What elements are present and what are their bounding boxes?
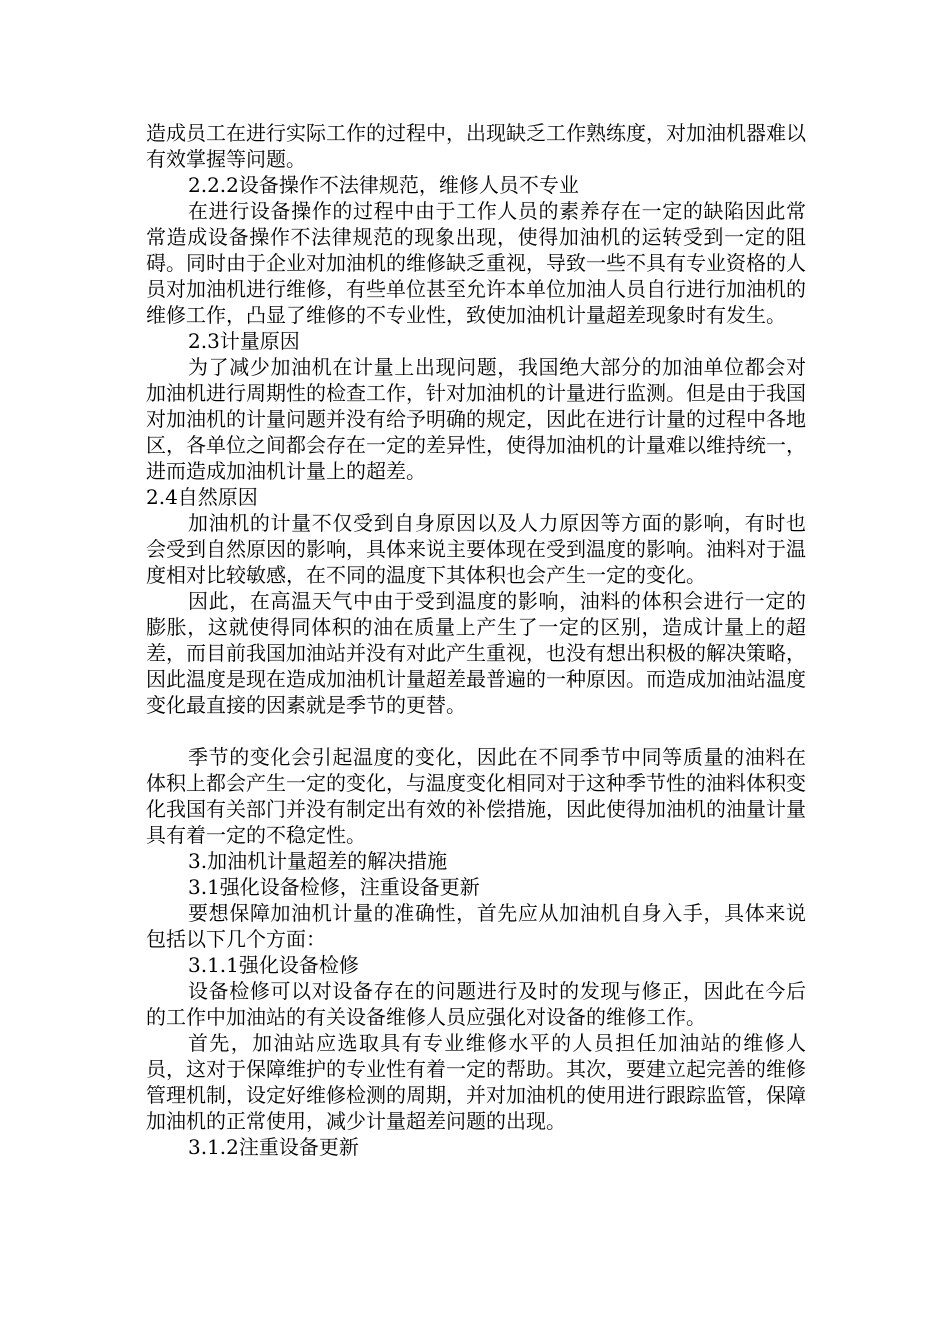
- heading-2-3: 2.3计量原因: [188, 329, 300, 353]
- paragraph: 设备检修可以对设备存在的问题进行及时的发现与修正，因此在今后的工作中加油站的有关设备维修人员应强化对设备的维修工作。: [146, 979, 806, 1029]
- paragraph: 首先，加油站应选取具有专业维修水平的人员担任加油站的维修人员，这对于保障维护的专业性有着一定的帮助。其次，要建立起完善的维修管理机制，设定好维修检测的周期，并对加油机的使用进行跟踪监管，保障加油机的正常使用，减少计量超差问题的出现。: [146, 1031, 806, 1133]
- paragraph: 因此，在高温天气中由于受到温度的影响，油料的体积会进行一定的膨胀，这就使得同体积的油在质量上产生了一定的区别，造成计量上的超差，而目前我国加油站并没有对此产生重视，也没有想出积极的解决策略，因此温度是现在造成加油机计量超差最普遍的一种原因。而造成加油站温度变化最直接的因素就是季节的更替。: [146, 589, 806, 717]
- heading-3-1-2: 3.1.2注重设备更新: [188, 1135, 359, 1159]
- heading-3: 3.加油机计量超差的解决措施: [188, 849, 448, 873]
- paragraph-continuation: 造成员工在进行实际工作的过程中，出现缺乏工作熟练度，对加油机器难以有效掌握等问题。: [146, 121, 806, 171]
- document-body: [146, 120, 806, 1160]
- paragraph: 在进行设备操作的过程中由于工作人员的素养存在一定的缺陷因此常常造成设备操作不法律规范的现象出现，使得加油机的运转受到一定的阻碍。同时由于企业对加油机的维修缺乏重视，导致一些不具有专业资格的人员对加油机进行维修，有些单位甚至允许本单位加油人员自行进行加油机的维修工作，凸显了维修的不专业性，致使加油机计量超差现象时有发生。: [146, 199, 806, 327]
- heading-3-1-1: 3.1.1强化设备检修: [188, 953, 359, 977]
- paragraph: 加油机的计量不仅受到自身原因以及人力原因等方面的影响，有时也会受到自然原因的影响，具体来说主要体现在受到温度的影响。油料对于温度相对比较敏感，在不同的温度下其体积也会产生一定的变化。: [146, 511, 806, 587]
- paragraph: 为了减少加油机在计量上出现问题，我国绝大部分的加油单位都会对加油机进行周期性的检查工作，针对加油机的计量进行监测。但是由于我国对加油机的计量问题并没有给予明确的规定，因此在进行计量的过程中各地区，各单位之间都会存在一定的差异性，使得加油机的计量难以维持统一，进而造成加油机计量上的超差。: [146, 355, 806, 483]
- paragraph: 要想保障加油机计量的准确性，首先应从加油机自身入手，具体来说包括以下几个方面：: [146, 901, 806, 951]
- heading-2-2-2: 2.2.2设备操作不法律规范，维修人员不专业: [188, 173, 579, 197]
- paragraph: 季节的变化会引起温度的变化，因此在不同季节中同等质量的油料在体积上都会产生一定的变化，与温度变化相同对于这种季节性的油料体积变化我国有关部门并没有制定出有效的补偿措施，因此使得加油机的油量计量具有着一定的不稳定性。: [146, 745, 806, 847]
- heading-3-1: 3.1强化设备检修，注重设备更新: [188, 875, 480, 899]
- paragraph-spacer: [146, 718, 806, 744]
- heading-2-4: 2.4自然原因: [146, 485, 258, 509]
